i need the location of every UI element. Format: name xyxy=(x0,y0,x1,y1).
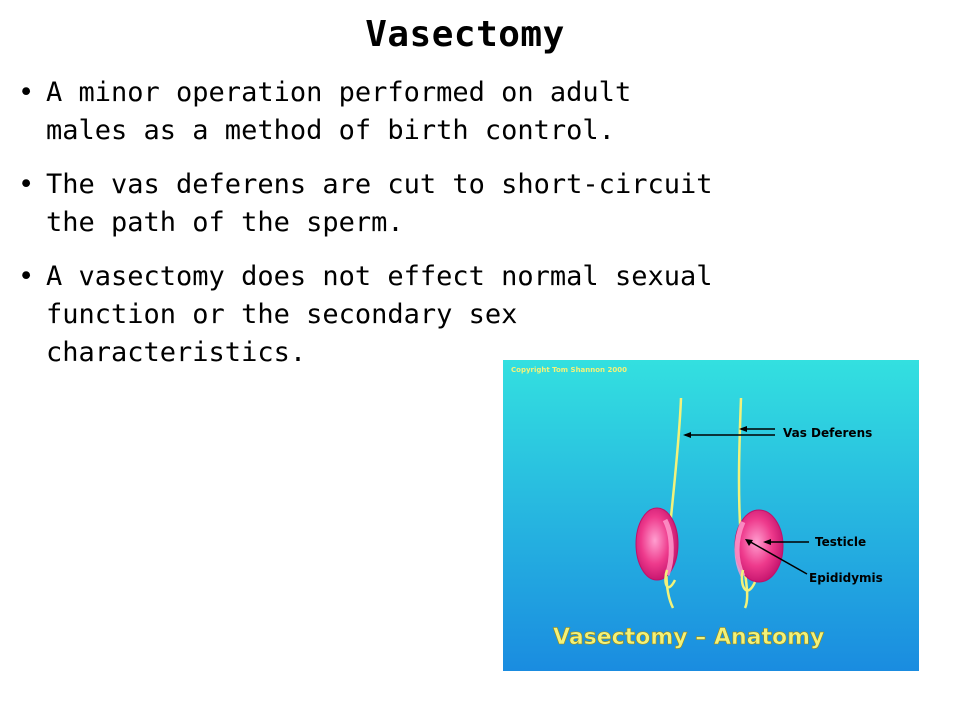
bullet-item xyxy=(18,74,718,150)
anatomy-illustration xyxy=(503,360,919,671)
epididymis-label: Epididymis xyxy=(809,571,883,585)
bullet-marker: • xyxy=(18,169,35,200)
bullet-item xyxy=(18,166,718,242)
testicle-label: Testicle xyxy=(815,535,867,549)
copyright-text: Copyright Tom Shannon 2000 xyxy=(511,366,627,374)
bullet-item xyxy=(18,258,718,372)
anatomy-diagram xyxy=(503,360,919,671)
bullet-marker: • xyxy=(18,77,35,108)
slide-title: Vasectomy xyxy=(365,14,565,55)
bullet-marker: • xyxy=(18,261,35,292)
bullet-text: A minor operation performed on adult males as a method of birth control. xyxy=(46,77,632,146)
bullet-list xyxy=(18,74,718,388)
figure-caption: Vasectomy – Anatomy xyxy=(553,625,825,650)
bullet-text: A vasectomy does not effect normal sexual function or the secondary sex characteristics. xyxy=(46,261,713,368)
bullet-text: The vas deferens are cut to short-circuit the path of the sperm. xyxy=(46,169,713,238)
vas-deferens-label: Vas Deferens xyxy=(783,426,873,440)
